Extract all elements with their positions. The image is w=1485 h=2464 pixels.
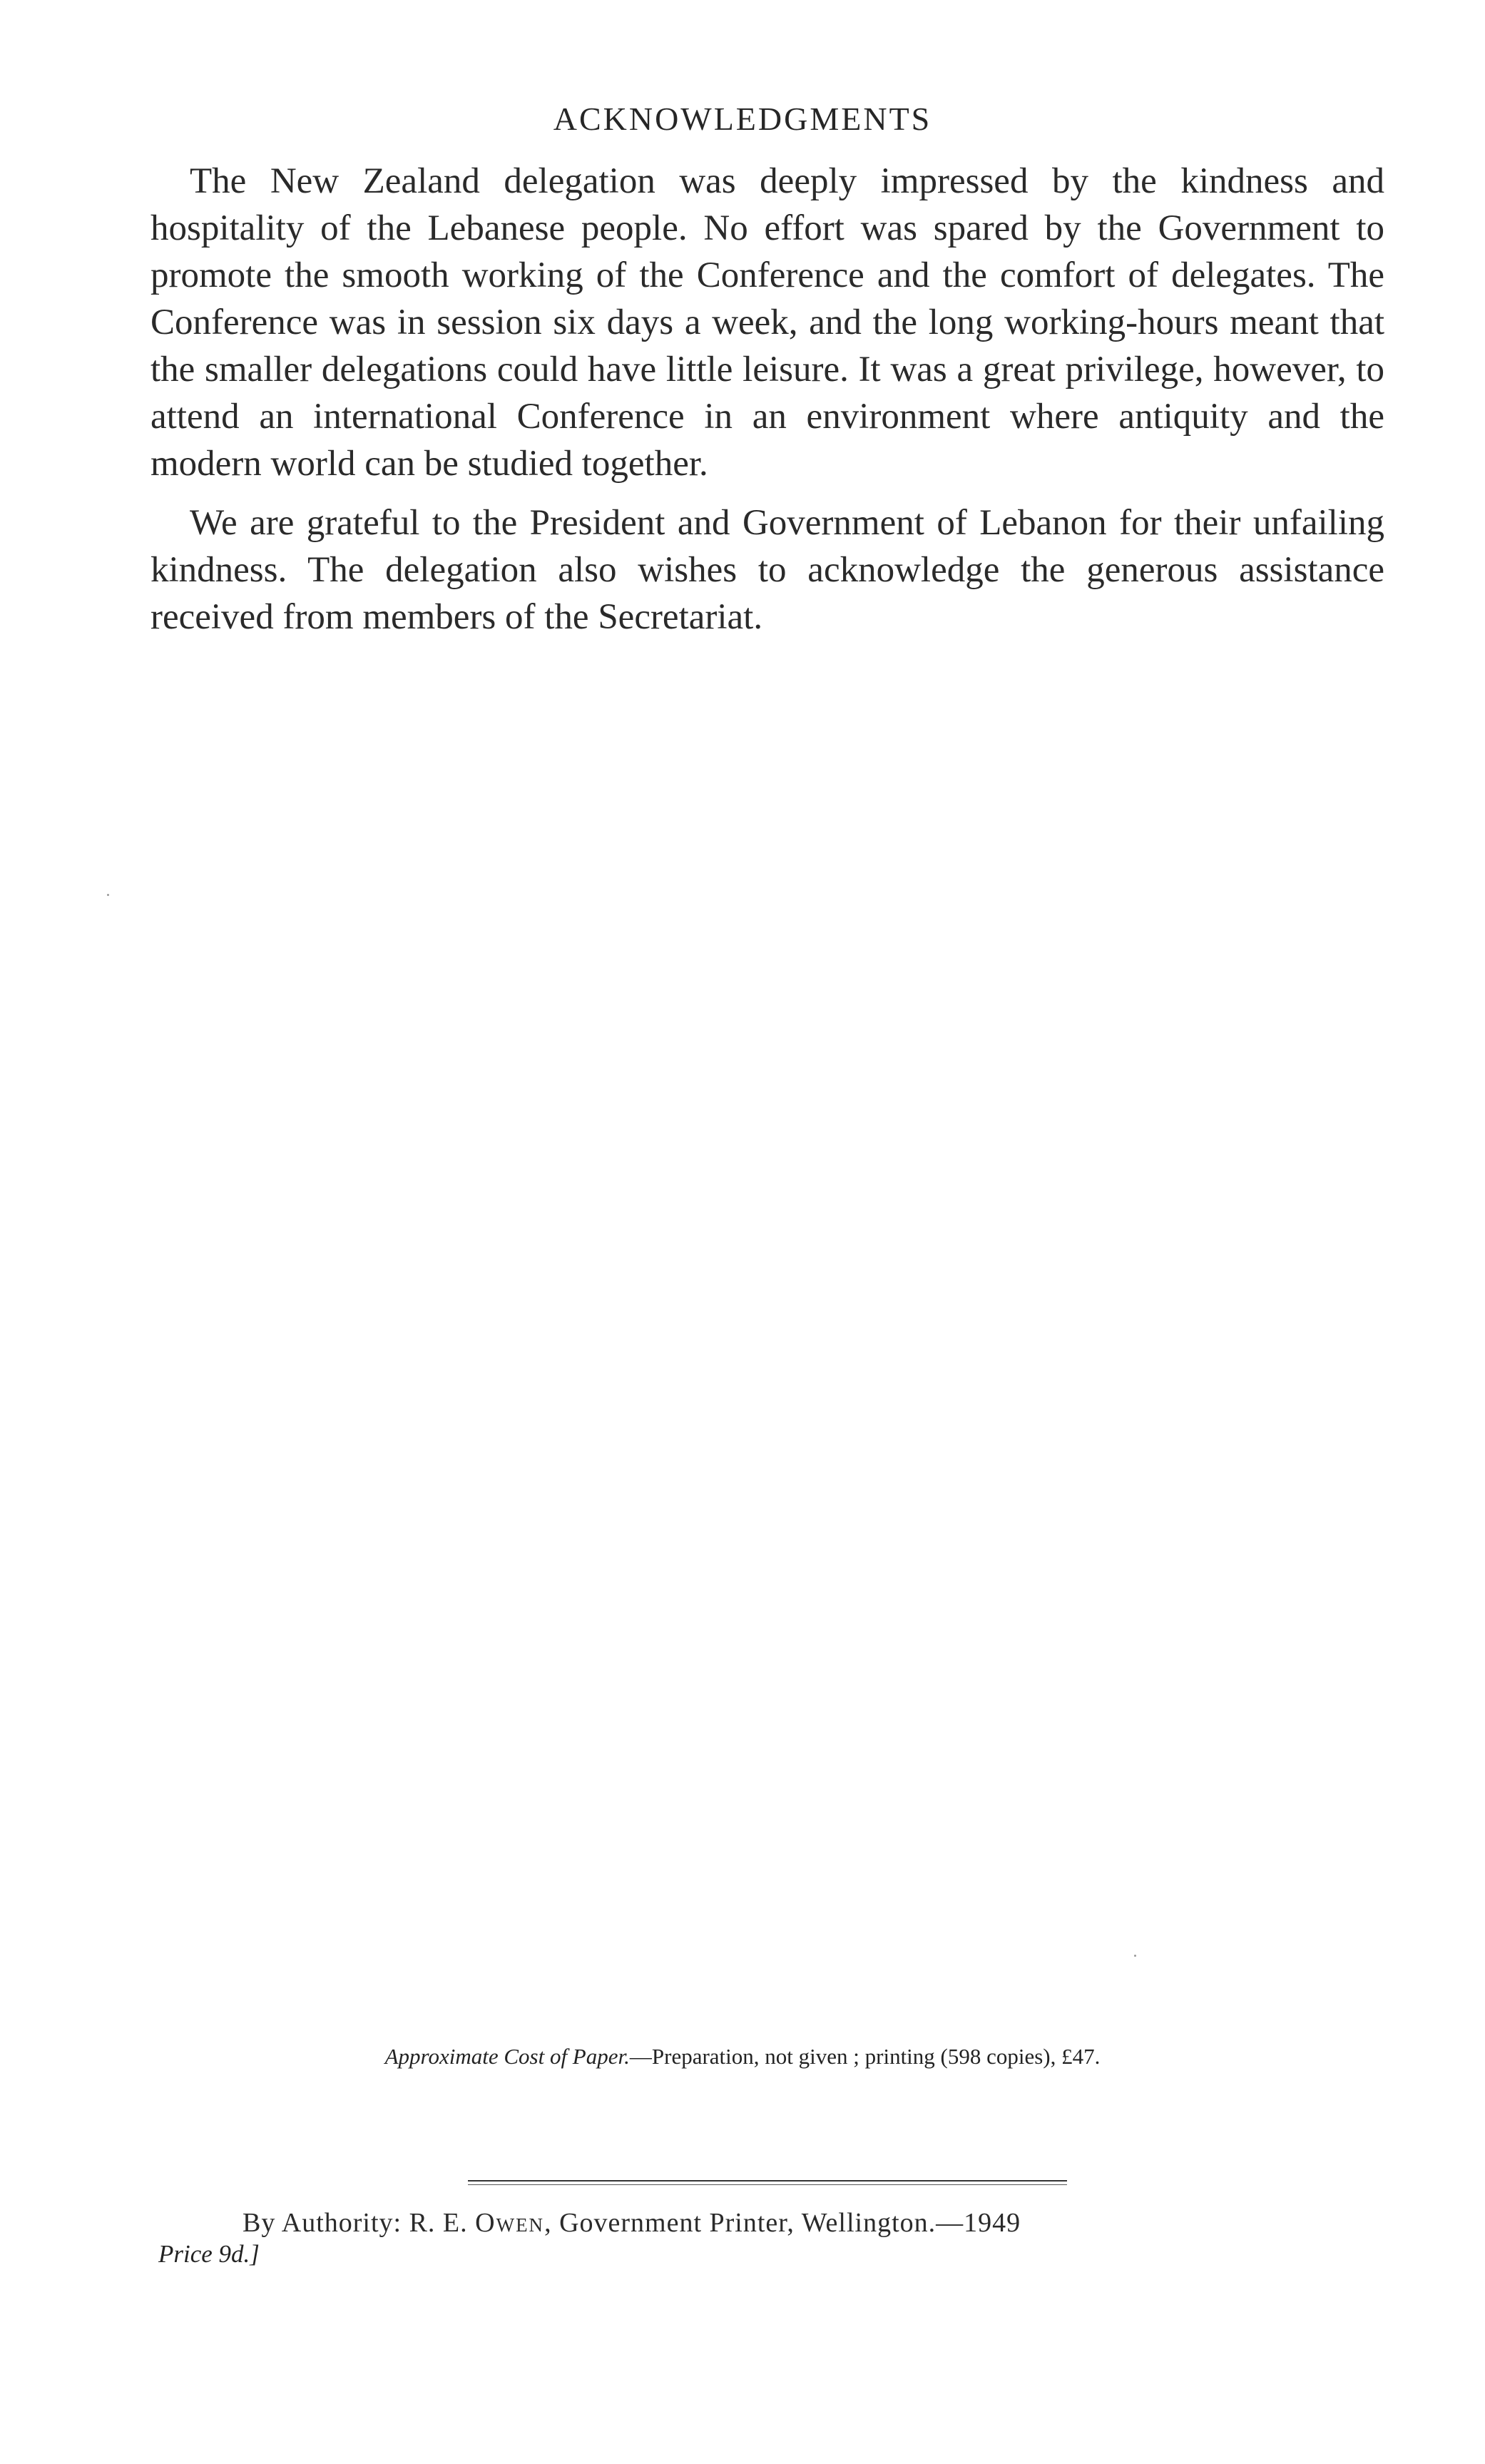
scan-speck	[107, 894, 109, 896]
printer-authority-line	[243, 2207, 1021, 2239]
printer-name: Owen	[475, 2208, 545, 2238]
page-heading: ACKNOWLEDGMENTS	[553, 101, 932, 137]
cost-note-label: Approximate Cost of Paper.	[384, 2044, 630, 2069]
authority-suffix: , Government Printer, Wellington.—1949	[544, 2208, 1021, 2238]
paragraph-delegation-impressions: The New Zealand delegation was deeply impressed by the kindness and hospitality of the Lebanese people. No effort was spared by the Government to promote the smooth working of the Conference and the comfort of delegates. The Conference was in session six days a week, and the long working-hours meant that the smaller delegations could have little leisure. It was a great privilege, however, to attend an international Conference in an environment where antiquity and the modern world can be studied together.	[150, 161, 1384, 484]
paragraph-gratitude: We are grateful to the President and Government of Lebanon for their unfailing kindness. The delegation also wishes to acknowledge the generous assistance received from members of the Secretariat.	[150, 503, 1384, 637]
cost-note-text: —Preparation, not given ; printing (598 copies), £47.	[629, 2044, 1101, 2069]
authority-prefix: By Authority: R. E.	[243, 2208, 476, 2238]
price-line: Price 9d.]	[158, 2240, 260, 2268]
scan-speck	[1134, 1955, 1136, 1957]
divider-rule	[468, 2180, 1067, 2182]
divider-rule-thin	[468, 2184, 1067, 2185]
body-text	[150, 158, 1384, 641]
cost-of-paper-note	[0, 2044, 1485, 2070]
